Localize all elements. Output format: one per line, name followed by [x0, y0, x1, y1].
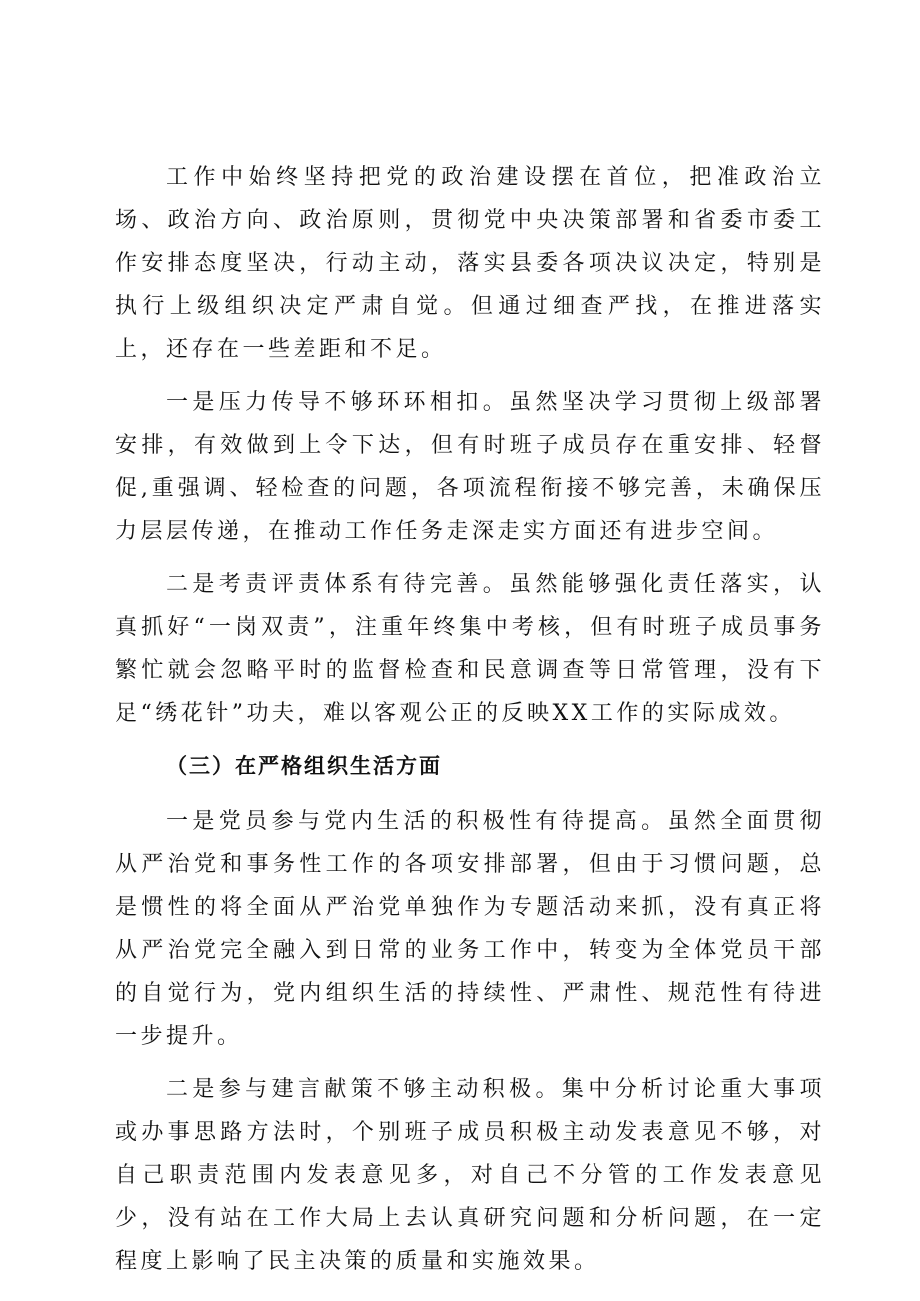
- paragraph-party-life-enthusiasm: 一是党员参与党内生活的积极性有待提高。虽然全面贯彻从严治党和事务性工作的各项安排部署，但由于习惯问题，总是惯性的将全面从严治党单独作为专题活动来抓，没有真正将从严治党完全融入到日常的业务工作中，转变为全体党员干部的自觉行为，党内组织生活的持续性、严肃性、规范性有待进一步提升。: [115, 809, 825, 1049]
- paragraph-pressure-transmission: 一是压力传导不够环环相扣。虽然坚决学习贯彻上级部署安排，有效做到上令下达，但有时班子成员存在重安排、轻督促,重强调、轻检查的问题，各项流程衔接不够完善，未确保压力层层传递，在推动工作任务走深走实方面还有进步空间。: [115, 390, 825, 544]
- section-heading: （三）在严格组织生活方面: [166, 754, 442, 778]
- paragraph-accountability-system: 二是考责评责体系有待完善。虽然能够强化责任落实，认真抓好“一岗双责”，注重年终集中考核，但有时班子成员事务繁忙就会忽略平时的监督检查和民意调查等日常管理，没有下足“绣花针”功夫，难以客观公正的反映XX工作的实际成效。: [115, 572, 825, 726]
- document-body: [115, 156, 825, 1293]
- paragraph-suggestions-initiative: 二是参与建言献策不够主动积极。集中分析讨论重大事项或办事思路方法时，个别班子成员积极主动发表意见不够，对自己职责范围内发表意见多，对自己不分管的工作发表意见少，没有站在工作大局上去认真研究问题和分析问题，在一定程度上影响了民主决策的质量和实施效果。: [115, 1077, 825, 1274]
- paragraph-political-building: 工作中始终坚持把党的政治建设摆在首位，把准政治立场、政治方向、政治原则，贯彻党中央决策部署和省委市委工作安排态度坚决，行动主动，落实县委各项决议决定，特别是执行上级组织决定严肃自觉。但通过细查严找，在推进落实上，还存在一些差距和不足。: [115, 165, 825, 362]
